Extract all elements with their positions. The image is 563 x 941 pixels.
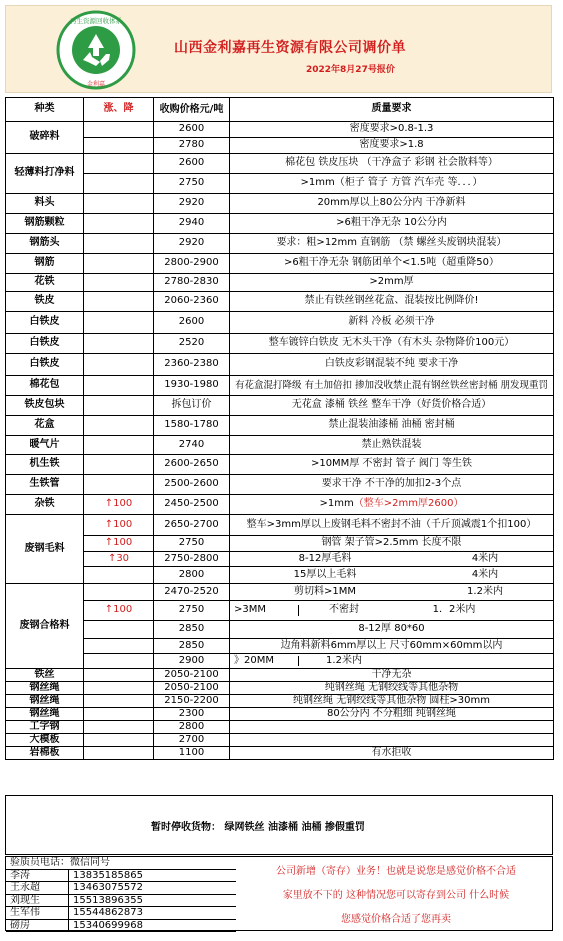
contact-row xyxy=(6,907,236,920)
row-quality xyxy=(230,475,554,495)
header-change: 涨、降 xyxy=(84,98,154,122)
row-quality xyxy=(230,695,554,708)
pause-notice: 暂时停收货物： 绿网铁丝 油漆桶 油桶 掺假重罚 xyxy=(151,822,365,833)
row-quality xyxy=(230,601,554,621)
row-change xyxy=(84,174,154,194)
row-category: 花盒 xyxy=(6,416,84,436)
row-change: ↑100 xyxy=(84,601,154,621)
row-change xyxy=(84,254,154,274)
row-category: 棉花包 xyxy=(6,376,84,396)
sheet-title: 山西金利嘉再生资源有限公司调价单 xyxy=(174,40,406,56)
row-change xyxy=(84,455,154,475)
quality-part-0: 》20MM xyxy=(230,656,299,667)
row-quality xyxy=(230,584,554,601)
quality-text: 要求干净 不干净的加扣2-3个点 xyxy=(321,478,462,490)
row-quality xyxy=(230,194,554,214)
row-change xyxy=(84,416,154,436)
contact-row xyxy=(6,919,236,932)
quality-text: >1mm（柜子 管子 方管 汽车壳 等．．．） xyxy=(300,177,483,189)
row-category: 钢丝绳 xyxy=(6,695,84,708)
row-price: 2050-2100 xyxy=(154,682,230,695)
table-row xyxy=(6,515,554,536)
row-change xyxy=(84,567,154,584)
table-row xyxy=(6,601,554,621)
quality-text: 8-12厚 80*60 xyxy=(358,623,425,635)
contact-row xyxy=(6,894,236,907)
quality-text: 密度要求>0.8-1.3 xyxy=(349,123,434,135)
notice-line: 家里放不下的 这种情况您可以寄存到公司 什么时候 xyxy=(282,890,510,901)
table-row xyxy=(6,174,554,194)
logo-bottom-text: 金利嘉 xyxy=(86,81,106,88)
contact-row xyxy=(6,869,236,882)
row-change: ↑100 xyxy=(84,495,154,515)
row-quality xyxy=(230,708,554,721)
row-change xyxy=(84,436,154,455)
row-price: 2500-2600 xyxy=(154,475,230,495)
quality-text: 干净无杂 xyxy=(371,668,412,680)
row-price: 2780 xyxy=(154,138,230,154)
table-row xyxy=(6,584,554,601)
row-price: 2850 xyxy=(154,621,230,639)
row-change xyxy=(84,194,154,214)
quality-text: 禁止混装油漆桶 油桶 密封桶 xyxy=(328,419,455,431)
table-row xyxy=(6,194,554,214)
table-row xyxy=(6,536,554,552)
quality-text: 整车>3mm厚以上废钢毛料不密封不油（千斤顶减震1个扣100） xyxy=(246,518,537,530)
table-row xyxy=(6,312,554,334)
quality-text: 无花盒 漆桶 铁丝 整车干净（好货价格合适） xyxy=(291,399,492,411)
row-price: 2740 xyxy=(154,436,230,455)
row-change xyxy=(84,234,154,254)
quality-text: 禁止熟铁混装 xyxy=(361,438,422,450)
row-price: 2780-2830 xyxy=(154,274,230,292)
row-price: 2800 xyxy=(154,567,230,584)
row-change xyxy=(84,122,154,138)
row-quality xyxy=(230,515,554,536)
table-row xyxy=(6,669,554,682)
row-quality xyxy=(230,174,554,194)
row-quality xyxy=(230,455,554,475)
row-price: 2750 xyxy=(154,174,230,194)
quality-text: 白铁皮彩钢混装不纯 要求干净 xyxy=(324,358,459,370)
table-row xyxy=(6,682,554,695)
row-change: ↑100 xyxy=(84,515,154,536)
row-quality xyxy=(230,495,554,515)
quality-part-2: 4米内 xyxy=(471,552,499,564)
row-quality xyxy=(230,536,554,552)
contact-name: 磅房 xyxy=(6,919,69,932)
table-row xyxy=(6,376,554,396)
row-price: 2600-2650 xyxy=(154,455,230,475)
row-quality xyxy=(230,721,554,734)
table-row xyxy=(6,436,554,455)
row-change xyxy=(84,274,154,292)
row-price: 2050-2100 xyxy=(154,669,230,682)
quality-text: >2mm厚 xyxy=(369,276,414,288)
row-price: 2920 xyxy=(154,234,230,254)
row-price: 2700 xyxy=(154,734,230,747)
quality-text: 要求：粗>12mm 直钢筋 （禁 螺丝头废钢块混装） xyxy=(276,237,507,249)
row-category: 铁皮包块 xyxy=(6,396,84,416)
row-category: 料头 xyxy=(6,194,84,214)
row-quality xyxy=(230,654,554,669)
table-row xyxy=(6,475,554,495)
quality-text: 纯钢丝绳 无钢绞线等其他杂物 圆柱>30mm xyxy=(293,694,490,706)
row-price: 2800-2900 xyxy=(154,254,230,274)
row-category: 岩棉板 xyxy=(6,747,84,760)
row-category: 大模板 xyxy=(6,734,84,747)
quality-text: 整车镀锌白铁皮 无木头干净（有木头 杂物降价100元） xyxy=(268,337,515,349)
row-quality xyxy=(230,567,554,584)
row-quality xyxy=(230,154,554,174)
table-header-row xyxy=(6,98,554,122)
header-banner xyxy=(5,5,552,93)
row-price: 2360-2380 xyxy=(154,354,230,376)
quality-red-note: （整车>2mm厚2600） xyxy=(353,498,464,510)
contact-name: 王永超 xyxy=(6,882,69,895)
table-row xyxy=(6,292,554,312)
contact-row xyxy=(6,882,236,895)
row-category: 工字钢 xyxy=(6,721,84,734)
table-row xyxy=(6,254,554,274)
contact-name: 生军伟 xyxy=(6,907,69,920)
logo-ring-text: 再生资源回收体系 xyxy=(70,17,122,25)
price-sheet xyxy=(5,5,558,931)
row-change xyxy=(84,138,154,154)
quality-text: >6粗干净无杂 10公分内 xyxy=(336,217,447,229)
row-price: 2800 xyxy=(154,721,230,734)
row-change xyxy=(84,734,154,747)
row-change xyxy=(84,584,154,601)
quality-part-2: 4米内 xyxy=(471,568,499,580)
quality-text: 禁止有铁丝钢丝花盒、混装按比例降价! xyxy=(304,295,479,307)
row-quality xyxy=(230,214,554,234)
row-category: 铁皮 xyxy=(6,292,84,312)
contacts-table xyxy=(6,857,236,932)
table-row xyxy=(6,354,554,376)
row-price: 1580-1780 xyxy=(154,416,230,436)
table-row xyxy=(6,334,554,354)
contacts-header: 验质员电话：微信同号 xyxy=(6,857,236,869)
row-change xyxy=(84,654,154,669)
row-price: 2850 xyxy=(154,639,230,654)
row-quality xyxy=(230,234,554,254)
quality-part-0: >3MM xyxy=(230,605,299,616)
row-quality xyxy=(230,416,554,436)
contact-phone: 15544862873 xyxy=(69,907,237,920)
table-row xyxy=(6,621,554,639)
row-change xyxy=(84,292,154,312)
row-price: 2060-2360 xyxy=(154,292,230,312)
contacts-box xyxy=(5,856,553,931)
row-quality xyxy=(230,334,554,354)
row-quality xyxy=(230,552,554,567)
quote-date: 2022年8月27号报价 xyxy=(306,65,395,75)
row-quality xyxy=(230,354,554,376)
quality-part-1: 剪切料>1MM xyxy=(294,585,356,597)
row-price: 2900 xyxy=(154,654,230,669)
row-price: 1100 xyxy=(154,747,230,760)
quality-part-1: 15厚以上毛料 xyxy=(293,568,357,580)
header-category: 种类 xyxy=(6,98,84,122)
row-change xyxy=(84,334,154,354)
contact-phone: 15340699968 xyxy=(69,919,237,932)
notice-line: 您感觉价格合适了您再卖 xyxy=(341,914,451,925)
recycling-logo-icon xyxy=(56,10,136,90)
row-category: 轻薄料打净料 xyxy=(6,154,84,194)
row-quality xyxy=(230,138,554,154)
row-price: 1930-1980 xyxy=(154,376,230,396)
row-change xyxy=(84,708,154,721)
row-price: 2750 xyxy=(154,601,230,621)
table-row xyxy=(6,396,554,416)
quality-part-1: 1.2米内 xyxy=(326,654,362,666)
table-row xyxy=(6,639,554,654)
quality-part-1: 8-12厚毛料 xyxy=(298,552,352,564)
notice-line: 公司新增（寄存）业务！也就是说您是感觉价格不合适 xyxy=(276,866,516,877)
row-price: 2300 xyxy=(154,708,230,721)
row-quality xyxy=(230,254,554,274)
row-price: 2600 xyxy=(154,312,230,334)
contact-phone: 15513896355 xyxy=(69,894,237,907)
contact-name: 刘现生 xyxy=(6,894,69,907)
quality-text: 边角料新料6mm厚以上 尺寸60mm×60mm以内 xyxy=(280,639,503,651)
row-price: 2520 xyxy=(154,334,230,354)
quality-part-2: 1．2米内 xyxy=(432,604,476,616)
row-category: 暖气片 xyxy=(6,436,84,455)
table-row xyxy=(6,552,554,567)
row-price: 2150-2200 xyxy=(154,695,230,708)
quality-text: 20mm厚以上80公分内 干净新料 xyxy=(317,197,466,209)
table-row xyxy=(6,495,554,515)
row-category: 杂铁 xyxy=(6,495,84,515)
row-quality xyxy=(230,292,554,312)
row-change xyxy=(84,376,154,396)
table-row xyxy=(6,747,554,760)
row-price: 拆包订价 xyxy=(154,396,230,416)
table-row xyxy=(6,708,554,721)
row-price: 2920 xyxy=(154,194,230,214)
table-row xyxy=(6,154,554,174)
row-category: 花铁 xyxy=(6,274,84,292)
table-row xyxy=(6,734,554,747)
quality-text: 新料 冷板 必须干净 xyxy=(348,316,435,328)
row-category: 钢丝绳 xyxy=(6,682,84,695)
row-quality xyxy=(230,312,554,334)
table-row xyxy=(6,721,554,734)
header-price: 收购价格元/吨 xyxy=(154,98,230,122)
table-row xyxy=(6,695,554,708)
row-category: 生铁管 xyxy=(6,475,84,495)
row-category: 破碎料 xyxy=(6,122,84,154)
quality-part-1: 不密封 xyxy=(329,604,359,616)
row-category: 钢筋头 xyxy=(6,234,84,254)
row-change xyxy=(84,695,154,708)
quality-text: 棉花包 铁皮压块 （干净盒子 彩钢 社会散料等） xyxy=(285,157,498,169)
row-price: 2600 xyxy=(154,154,230,174)
row-change xyxy=(84,396,154,416)
row-change xyxy=(84,682,154,695)
row-price: 2600 xyxy=(154,122,230,138)
row-change xyxy=(84,747,154,760)
quality-text: >10MM厚 不密封 管子 阀门 等生铁 xyxy=(310,458,473,470)
table-row xyxy=(6,567,554,584)
table-row xyxy=(6,138,554,154)
row-category: 机生铁 xyxy=(6,455,84,475)
table-row xyxy=(6,416,554,436)
row-price: 2450-2500 xyxy=(154,495,230,515)
pause-notice-box xyxy=(5,795,553,855)
row-quality xyxy=(230,682,554,695)
row-category: 废钢合格料 xyxy=(6,584,84,669)
price-table xyxy=(5,97,554,760)
row-category: 白铁皮 xyxy=(6,334,84,354)
quality-text: >1mm xyxy=(319,498,354,510)
table-row xyxy=(6,274,554,292)
table-row xyxy=(6,654,554,669)
contact-phone: 13835185865 xyxy=(69,869,237,882)
quality-text: 钢管 架子管>2.5mm 长度不限 xyxy=(321,537,462,549)
row-quality xyxy=(230,376,554,396)
row-change xyxy=(84,354,154,376)
row-quality xyxy=(230,734,554,747)
row-quality xyxy=(230,669,554,682)
quality-text: 80公分内 不分粗细 纯钢丝绳 xyxy=(326,707,457,719)
row-price: 2940 xyxy=(154,214,230,234)
table-row xyxy=(6,122,554,138)
row-change: ↑100 xyxy=(84,536,154,552)
quality-part-2: 1.2米内 xyxy=(467,585,503,597)
row-quality xyxy=(230,621,554,639)
row-category: 钢筋颗粒 xyxy=(6,214,84,234)
row-change: ↑30 xyxy=(84,552,154,567)
row-category: 白铁皮 xyxy=(6,354,84,376)
row-quality xyxy=(230,274,554,292)
row-change xyxy=(84,669,154,682)
row-change xyxy=(84,154,154,174)
row-change xyxy=(84,312,154,334)
row-change xyxy=(84,639,154,654)
row-price: 2750-2800 xyxy=(154,552,230,567)
quality-text: 密度要求>1.8 xyxy=(359,139,424,151)
row-quality xyxy=(230,747,554,760)
table-row xyxy=(6,214,554,234)
quality-text: 纯钢丝绳 无钢绞线等其他杂物 xyxy=(324,681,459,693)
row-category: 钢筋 xyxy=(6,254,84,274)
row-change xyxy=(84,475,154,495)
row-category: 白铁皮 xyxy=(6,312,84,334)
row-category: 钢丝绳 xyxy=(6,708,84,721)
table-row xyxy=(6,455,554,475)
header-quality: 质量要求 xyxy=(230,98,554,122)
quality-text: 有水拒收 xyxy=(371,746,412,758)
quality-text: 有花盒混打降级 有土加倍扣 掺加没收禁止混有钢丝铁丝密封桶 朋发现重罚 xyxy=(234,379,549,391)
row-category: 废钢毛料 xyxy=(6,515,84,584)
row-change xyxy=(84,214,154,234)
quality-text: >6粗干净无杂 钢筋团单个<1.5吨（超重降50） xyxy=(284,257,499,269)
row-quality xyxy=(230,396,554,416)
row-change xyxy=(84,721,154,734)
row-quality xyxy=(230,436,554,455)
row-price: 2650-2700 xyxy=(154,515,230,536)
table-row xyxy=(6,234,554,254)
row-price: 2750 xyxy=(154,536,230,552)
contact-phone: 13463075572 xyxy=(69,882,237,895)
storage-notice xyxy=(241,860,551,932)
row-price: 2470-2520 xyxy=(154,584,230,601)
row-category: 铁丝 xyxy=(6,669,84,682)
row-quality xyxy=(230,639,554,654)
contact-name: 李涛 xyxy=(6,869,69,882)
row-change xyxy=(84,621,154,639)
row-quality xyxy=(230,122,554,138)
